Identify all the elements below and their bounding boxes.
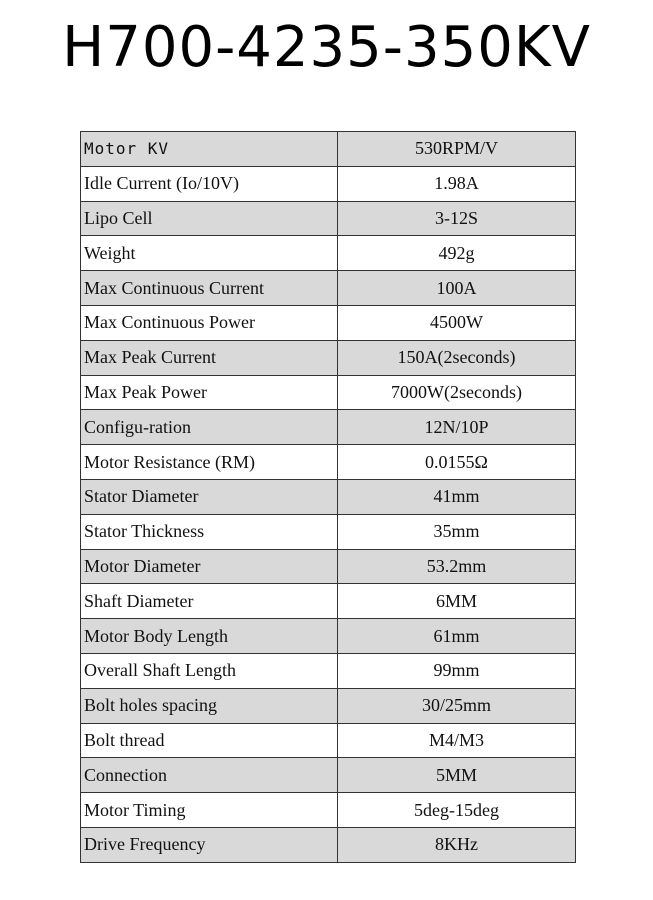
spec-label: Stator Diameter <box>81 479 338 514</box>
spec-label: Drive Frequency <box>81 827 338 862</box>
spec-value: 41mm <box>338 479 576 514</box>
table-row <box>81 271 576 306</box>
spec-value: 492g <box>338 236 576 271</box>
table-row <box>81 688 576 723</box>
spec-value: 99mm <box>338 653 576 688</box>
spec-label: Overall Shaft Length <box>81 653 338 688</box>
spec-label: Shaft Diameter <box>81 584 338 619</box>
table-row <box>81 758 576 793</box>
table-row <box>81 166 576 201</box>
spec-table-body <box>81 132 576 863</box>
spec-value: 4500W <box>338 305 576 340</box>
spec-value: M4/M3 <box>338 723 576 758</box>
table-row <box>81 584 576 619</box>
spec-label: Bolt thread <box>81 723 338 758</box>
table-row <box>81 619 576 654</box>
spec-value: 61mm <box>338 619 576 654</box>
table-row <box>81 827 576 862</box>
table-row <box>81 445 576 480</box>
page-title: H700-4235-350KV <box>62 15 591 80</box>
spec-label: Bolt holes spacing <box>81 688 338 723</box>
spec-table <box>80 131 576 863</box>
spec-label: Stator Thickness <box>81 514 338 549</box>
table-row <box>81 479 576 514</box>
table-row <box>81 723 576 758</box>
table-row <box>81 793 576 828</box>
table-row <box>81 132 576 167</box>
table-row <box>81 201 576 236</box>
table-row <box>81 410 576 445</box>
table-row <box>81 549 576 584</box>
spec-label: Configu-ration <box>81 410 338 445</box>
spec-label: Motor Resistance (RM) <box>81 445 338 480</box>
spec-value: 30/25mm <box>338 688 576 723</box>
table-row <box>81 375 576 410</box>
table-row <box>81 653 576 688</box>
table-row <box>81 305 576 340</box>
spec-label: Connection <box>81 758 338 793</box>
spec-label: Motor KV <box>81 132 338 167</box>
spec-label: Motor Diameter <box>81 549 338 584</box>
spec-value: 35mm <box>338 514 576 549</box>
spec-label: Max Continuous Current <box>81 271 338 306</box>
table-row <box>81 340 576 375</box>
spec-value: 530RPM/V <box>338 132 576 167</box>
table-row <box>81 236 576 271</box>
spec-value: 1.98A <box>338 166 576 201</box>
spec-label: Lipo Cell <box>81 201 338 236</box>
spec-value: 3-12S <box>338 201 576 236</box>
spec-label: Max Continuous Power <box>81 305 338 340</box>
spec-value: 53.2mm <box>338 549 576 584</box>
spec-value: 0.0155Ω <box>338 445 576 480</box>
spec-label: Max Peak Power <box>81 375 338 410</box>
table-row <box>81 514 576 549</box>
spec-label: Motor Body Length <box>81 619 338 654</box>
spec-value: 7000W(2seconds) <box>338 375 576 410</box>
spec-value: 150A(2seconds) <box>338 340 576 375</box>
spec-label: Motor Timing <box>81 793 338 828</box>
spec-value: 5MM <box>338 758 576 793</box>
spec-label: Max Peak Current <box>81 340 338 375</box>
spec-value: 5deg-15deg <box>338 793 576 828</box>
spec-value: 100A <box>338 271 576 306</box>
spec-value: 6MM <box>338 584 576 619</box>
spec-label: Weight <box>81 236 338 271</box>
spec-value: 12N/10P <box>338 410 576 445</box>
spec-label: Idle Current (Io/10V) <box>81 166 338 201</box>
spec-value: 8KHz <box>338 827 576 862</box>
